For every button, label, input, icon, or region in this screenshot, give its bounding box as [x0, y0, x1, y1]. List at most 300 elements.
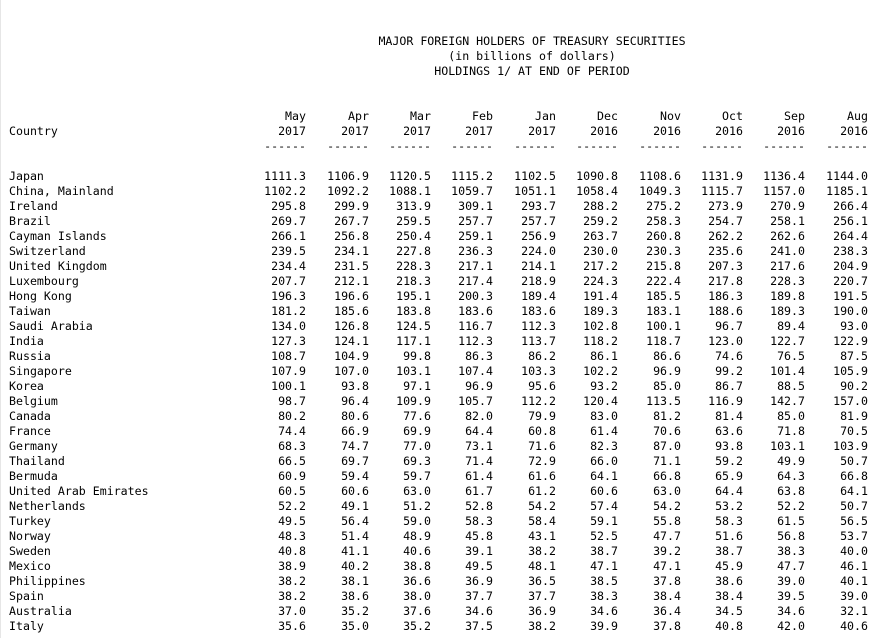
holding-value: 96.4 — [341, 394, 369, 408]
holding-value: 257.7 — [458, 214, 493, 228]
holding-value: 103.1 — [396, 364, 431, 378]
holding-value: 86.1 — [590, 349, 618, 363]
holding-value: 183.6 — [458, 304, 493, 318]
column-header-month: Dec — [597, 109, 618, 123]
country-name: Turkey — [9, 514, 51, 528]
holding-value: 127.3 — [271, 334, 306, 348]
holding-value: 48.9 — [403, 529, 431, 543]
holding-value: 262.2 — [708, 229, 743, 243]
holding-value: 87.5 — [840, 349, 868, 363]
holding-value: 69.3 — [403, 454, 431, 468]
holding-value: 1115.2 — [451, 169, 493, 183]
holding-value: 235.6 — [708, 244, 743, 258]
holding-value: 59.4 — [341, 469, 369, 483]
holding-value: 77.0 — [403, 439, 431, 453]
holding-value: 73.1 — [465, 439, 493, 453]
holding-value: 34.5 — [715, 604, 743, 618]
holding-value: 107.9 — [271, 364, 306, 378]
country-name: France — [9, 424, 51, 438]
holding-value: 53.7 — [840, 529, 868, 543]
column-header-month: Apr — [348, 109, 369, 123]
country-name: Philippines — [9, 574, 86, 588]
holding-value: 65.9 — [715, 469, 743, 483]
country-name: Bermuda — [9, 469, 58, 483]
holding-value: 90.2 — [840, 379, 868, 393]
holding-value: 40.0 — [840, 544, 868, 558]
holding-value: 295.8 — [271, 199, 306, 213]
holding-value: 64.1 — [590, 469, 618, 483]
holding-value: 41.1 — [341, 544, 369, 558]
country-name: Belgium — [9, 394, 58, 408]
country-name: Singapore — [9, 364, 72, 378]
holding-value: 49.5 — [465, 559, 493, 573]
holding-value: 56.5 — [840, 514, 868, 528]
holding-value: 1059.7 — [451, 184, 493, 198]
column-header-month: Jan — [535, 109, 556, 123]
holding-value: 80.6 — [341, 409, 369, 423]
holding-value: 69.9 — [403, 424, 431, 438]
holding-value: 38.2 — [528, 619, 556, 633]
country-name: Switzerland — [9, 244, 86, 258]
country-name: Australia — [9, 604, 72, 618]
holding-value: 54.2 — [653, 499, 681, 513]
holding-value: 228.3 — [770, 274, 805, 288]
holding-value: 38.2 — [278, 574, 306, 588]
holding-value: 60.9 — [278, 469, 306, 483]
holding-value: 38.1 — [341, 574, 369, 588]
holding-value: 59.2 — [715, 454, 743, 468]
holding-value: 34.6 — [590, 604, 618, 618]
country-name: Luxembourg — [9, 274, 79, 288]
holding-value: 97.1 — [403, 379, 431, 393]
holding-value: 126.8 — [334, 319, 369, 333]
holding-value: 48.3 — [278, 529, 306, 543]
holding-value: 191.5 — [833, 289, 868, 303]
holding-value: 36.4 — [653, 604, 681, 618]
holding-value: 52.2 — [777, 499, 805, 513]
holding-value: 51.6 — [715, 529, 743, 543]
holding-value: 45.9 — [715, 559, 743, 573]
holding-value: 63.8 — [777, 484, 805, 498]
column-header-month: Mar — [410, 109, 431, 123]
holding-value: 1090.8 — [576, 169, 618, 183]
holding-value: 113.5 — [646, 394, 681, 408]
holding-value: 224.0 — [521, 244, 556, 258]
holding-value: 263.7 — [583, 229, 618, 243]
holding-value: 99.8 — [403, 349, 431, 363]
holding-value: 48.1 — [528, 559, 556, 573]
holding-value: 83.0 — [590, 409, 618, 423]
country-name: Germany — [9, 439, 58, 453]
column-header-rule: ------ — [576, 139, 618, 153]
country-name: Norway — [9, 529, 51, 543]
holding-value: 35.0 — [341, 619, 369, 633]
holding-value: 39.2 — [653, 544, 681, 558]
holding-value: 112.2 — [521, 394, 556, 408]
holding-value: 85.0 — [653, 379, 681, 393]
holding-value: 256.1 — [833, 214, 868, 228]
holding-value: 74.7 — [341, 439, 369, 453]
holding-value: 34.6 — [777, 604, 805, 618]
column-header-rule: ------ — [327, 139, 369, 153]
holding-value: 234.1 — [334, 244, 369, 258]
holding-value: 38.5 — [590, 574, 618, 588]
holding-value: 53.2 — [715, 499, 743, 513]
holding-value: 191.4 — [583, 289, 618, 303]
holding-value: 86.7 — [715, 379, 743, 393]
holding-value: 188.6 — [708, 304, 743, 318]
holding-value: 270.9 — [770, 199, 805, 213]
holding-value: 1131.9 — [701, 169, 743, 183]
holding-value: 112.3 — [458, 334, 493, 348]
holding-value: 96.9 — [653, 364, 681, 378]
holding-value: 107.4 — [458, 364, 493, 378]
holding-value: 1102.2 — [264, 184, 306, 198]
holding-value: 1051.1 — [514, 184, 556, 198]
holding-value: 49.1 — [341, 499, 369, 513]
holding-value: 299.9 — [334, 199, 369, 213]
country-name: Spain — [9, 589, 44, 603]
column-header-rule: ------ — [264, 139, 306, 153]
holding-value: 70.6 — [653, 424, 681, 438]
holding-value: 71.8 — [777, 424, 805, 438]
holding-value: 275.2 — [646, 199, 681, 213]
holding-value: 40.6 — [403, 544, 431, 558]
holding-value: 227.8 — [396, 244, 431, 258]
holding-value: 46.1 — [840, 559, 868, 573]
holding-value: 39.1 — [465, 544, 493, 558]
holding-value: 200.3 — [458, 289, 493, 303]
holding-value: 258.3 — [646, 214, 681, 228]
holding-value: 157.0 — [833, 394, 868, 408]
holding-value: 254.7 — [708, 214, 743, 228]
holding-value: 35.2 — [341, 604, 369, 618]
column-header-year: 2017 — [465, 124, 493, 138]
holding-value: 49.5 — [278, 514, 306, 528]
column-header-year: 2017 — [528, 124, 556, 138]
holding-value: 1120.5 — [389, 169, 431, 183]
holding-value: 38.6 — [341, 589, 369, 603]
holding-value: 217.4 — [458, 274, 493, 288]
holding-value: 96.7 — [715, 319, 743, 333]
holding-value: 50.7 — [840, 499, 868, 513]
holding-value: 250.4 — [396, 229, 431, 243]
holding-value: 61.5 — [777, 514, 805, 528]
holding-value: 1136.4 — [763, 169, 805, 183]
country-name: Brazil — [9, 214, 51, 228]
holding-value: 61.4 — [590, 424, 618, 438]
holding-value: 214.1 — [521, 259, 556, 273]
holding-value: 185.6 — [334, 304, 369, 318]
column-header-year: 2016 — [777, 124, 805, 138]
holding-value: 58.3 — [715, 514, 743, 528]
holding-value: 66.5 — [278, 454, 306, 468]
holding-value: 1157.0 — [763, 184, 805, 198]
holding-value: 105.7 — [458, 394, 493, 408]
holding-value: 189.3 — [583, 304, 618, 318]
holding-value: 118.2 — [583, 334, 618, 348]
holding-value: 222.4 — [646, 274, 681, 288]
holding-value: 183.1 — [646, 304, 681, 318]
holding-value: 37.8 — [653, 619, 681, 633]
holding-value: 37.0 — [278, 604, 306, 618]
column-header-year: 2016 — [653, 124, 681, 138]
holding-value: 49.9 — [777, 454, 805, 468]
holding-value: 71.4 — [465, 454, 493, 468]
holding-value: 116.9 — [708, 394, 743, 408]
holding-value: 68.3 — [278, 439, 306, 453]
holding-value: 51.2 — [403, 499, 431, 513]
holding-value: 38.7 — [715, 544, 743, 558]
holding-value: 207.3 — [708, 259, 743, 273]
holding-value: 217.6 — [770, 259, 805, 273]
holding-value: 63.0 — [403, 484, 431, 498]
country-name: Canada — [9, 409, 51, 423]
title-line-2: (in billions of dollars) — [448, 49, 616, 63]
holding-value: 1185.1 — [826, 184, 868, 198]
column-header-rule: ------ — [763, 139, 805, 153]
holding-value: 1058.4 — [576, 184, 618, 198]
holding-value: 39.5 — [777, 589, 805, 603]
holding-value: 50.7 — [840, 454, 868, 468]
holding-value: 38.9 — [278, 559, 306, 573]
holding-value: 256.8 — [334, 229, 369, 243]
holding-value: 66.9 — [341, 424, 369, 438]
holding-value: 260.8 — [646, 229, 681, 243]
holding-value: 103.3 — [521, 364, 556, 378]
holding-value: 38.7 — [590, 544, 618, 558]
holding-value: 93.2 — [590, 379, 618, 393]
holding-value: 71.1 — [653, 454, 681, 468]
holding-value: 72.9 — [528, 454, 556, 468]
holding-value: 35.2 — [403, 619, 431, 633]
holding-value: 257.7 — [521, 214, 556, 228]
holding-value: 77.6 — [403, 409, 431, 423]
holding-value: 98.7 — [278, 394, 306, 408]
column-header-rule: ------ — [514, 139, 556, 153]
holding-value: 183.8 — [396, 304, 431, 318]
holding-value: 122.9 — [833, 334, 868, 348]
holding-value: 230.0 — [583, 244, 618, 258]
page-edge — [0, 0, 1, 638]
holding-value: 38.2 — [528, 544, 556, 558]
holding-value: 1106.9 — [327, 169, 369, 183]
holding-value: 87.0 — [653, 439, 681, 453]
holding-value: 259.2 — [583, 214, 618, 228]
column-header-rule: ------ — [701, 139, 743, 153]
holding-value: 196.6 — [334, 289, 369, 303]
holding-value: 102.8 — [583, 319, 618, 333]
country-name: Sweden — [9, 544, 51, 558]
holding-value: 123.0 — [708, 334, 743, 348]
holding-value: 1092.2 — [327, 184, 369, 198]
holding-value: 93.0 — [840, 319, 868, 333]
holding-value: 120.4 — [583, 394, 618, 408]
holding-value: 37.5 — [465, 619, 493, 633]
holding-value: 39.0 — [840, 589, 868, 603]
column-header-month: May — [285, 109, 306, 123]
holding-value: 238.3 — [833, 244, 868, 258]
holding-value: 142.7 — [770, 394, 805, 408]
holding-value: 217.2 — [583, 259, 618, 273]
country-name: Italy — [9, 619, 44, 633]
holding-value: 40.2 — [341, 559, 369, 573]
holding-value: 108.7 — [271, 349, 306, 363]
holding-value: 236.3 — [458, 244, 493, 258]
holding-value: 99.2 — [715, 364, 743, 378]
holding-value: 32.1 — [840, 604, 868, 618]
country-name: Russia — [9, 349, 51, 363]
holding-value: 36.6 — [403, 574, 431, 588]
holding-value: 66.8 — [840, 469, 868, 483]
holding-value: 61.4 — [465, 469, 493, 483]
holding-value: 38.6 — [715, 574, 743, 588]
holding-value: 40.1 — [840, 574, 868, 588]
holding-value: 104.9 — [334, 349, 369, 363]
holding-value: 122.7 — [770, 334, 805, 348]
holding-value: 79.9 — [528, 409, 556, 423]
holding-value: 107.0 — [334, 364, 369, 378]
country-name: Thailand — [9, 454, 65, 468]
country-name: China, Mainland — [9, 184, 114, 198]
holding-value: 71.6 — [528, 439, 556, 453]
holding-value: 259.1 — [458, 229, 493, 243]
holding-value: 38.0 — [403, 589, 431, 603]
holding-value: 103.9 — [833, 439, 868, 453]
holding-value: 86.6 — [653, 349, 681, 363]
holding-value: 101.4 — [770, 364, 805, 378]
holding-value: 47.7 — [777, 559, 805, 573]
holding-value: 38.4 — [715, 589, 743, 603]
column-header-year: 2017 — [403, 124, 431, 138]
holding-value: 35.6 — [278, 619, 306, 633]
holding-value: 183.6 — [521, 304, 556, 318]
holding-value: 189.4 — [521, 289, 556, 303]
holding-value: 89.4 — [777, 319, 805, 333]
country-name: Netherlands — [9, 499, 86, 513]
holding-value: 100.1 — [646, 319, 681, 333]
holding-value: 39.0 — [777, 574, 805, 588]
holding-value: 52.5 — [590, 529, 618, 543]
holding-value: 47.1 — [590, 559, 618, 573]
holding-value: 116.7 — [458, 319, 493, 333]
holding-value: 81.4 — [715, 409, 743, 423]
holding-value: 1144.0 — [826, 169, 868, 183]
holding-value: 63.6 — [715, 424, 743, 438]
holding-value: 293.7 — [521, 199, 556, 213]
holding-value: 266.1 — [271, 229, 306, 243]
holding-value: 40.8 — [715, 619, 743, 633]
holding-value: 86.3 — [465, 349, 493, 363]
holding-value: 81.9 — [840, 409, 868, 423]
holding-value: 256.9 — [521, 229, 556, 243]
holding-value: 36.5 — [528, 574, 556, 588]
holding-value: 34.6 — [465, 604, 493, 618]
holding-value: 231.5 — [334, 259, 369, 273]
holding-value: 58.3 — [465, 514, 493, 528]
holding-value: 309.1 — [458, 199, 493, 213]
holding-value: 105.9 — [833, 364, 868, 378]
title-line-3: HOLDINGS 1/ AT END OF PERIOD — [434, 64, 630, 78]
holding-value: 185.5 — [646, 289, 681, 303]
column-header-year: 2017 — [278, 124, 306, 138]
country-name: Saudi Arabia — [9, 319, 93, 333]
holding-value: 60.8 — [528, 424, 556, 438]
column-header-rule: ------ — [639, 139, 681, 153]
holding-value: 204.9 — [833, 259, 868, 273]
holding-value: 196.3 — [271, 289, 306, 303]
holding-value: 47.7 — [653, 529, 681, 543]
holding-value: 117.1 — [396, 334, 431, 348]
holding-value: 64.3 — [777, 469, 805, 483]
holding-value: 69.7 — [341, 454, 369, 468]
holding-value: 113.7 — [521, 334, 556, 348]
country-name: Cayman Islands — [9, 229, 107, 243]
holding-value: 239.5 — [271, 244, 306, 258]
holding-value: 124.1 — [334, 334, 369, 348]
holding-value: 63.0 — [653, 484, 681, 498]
holding-value: 1102.5 — [514, 169, 556, 183]
holding-value: 54.2 — [528, 499, 556, 513]
holding-value: 218.9 — [521, 274, 556, 288]
holding-value: 313.9 — [396, 199, 431, 213]
holding-value: 1111.3 — [264, 169, 306, 183]
country-name: United Kingdom — [9, 259, 107, 273]
holding-value: 190.0 — [833, 304, 868, 318]
column-header-month: Feb — [472, 109, 493, 123]
holding-value: 51.4 — [341, 529, 369, 543]
holding-value: 64.4 — [465, 424, 493, 438]
holding-value: 64.1 — [840, 484, 868, 498]
holding-value: 38.4 — [653, 589, 681, 603]
holding-value: 1088.1 — [389, 184, 431, 198]
holding-value: 195.1 — [396, 289, 431, 303]
holding-value: 59.7 — [403, 469, 431, 483]
holding-value: 60.5 — [278, 484, 306, 498]
title-line-1: MAJOR FOREIGN HOLDERS OF TREASURY SECURITIES — [378, 34, 686, 48]
holding-value: 59.1 — [590, 514, 618, 528]
holding-value: 74.6 — [715, 349, 743, 363]
holding-value: 1049.3 — [639, 184, 681, 198]
column-header-rule: ------ — [451, 139, 493, 153]
holding-value: 45.8 — [465, 529, 493, 543]
holding-value: 81.2 — [653, 409, 681, 423]
holding-value: 38.3 — [590, 589, 618, 603]
holding-value: 52.8 — [465, 499, 493, 513]
holding-value: 52.2 — [278, 499, 306, 513]
holding-value: 36.9 — [528, 604, 556, 618]
holding-value: 266.4 — [833, 199, 868, 213]
holding-value: 102.2 — [583, 364, 618, 378]
holding-value: 76.5 — [777, 349, 805, 363]
country-name: Taiwan — [9, 304, 51, 318]
holding-value: 36.9 — [465, 574, 493, 588]
holding-value: 189.3 — [770, 304, 805, 318]
holding-value: 82.3 — [590, 439, 618, 453]
country-name: Korea — [9, 379, 44, 393]
holding-value: 234.4 — [271, 259, 306, 273]
holding-value: 118.7 — [646, 334, 681, 348]
holding-value: 230.3 — [646, 244, 681, 258]
column-header-month: Sep — [784, 109, 805, 123]
holding-value: 40.6 — [840, 619, 868, 633]
holding-value: 103.1 — [770, 439, 805, 453]
holding-value: 59.0 — [403, 514, 431, 528]
holding-value: 269.7 — [271, 214, 306, 228]
holding-value: 39.9 — [590, 619, 618, 633]
column-header-year: 2016 — [715, 124, 743, 138]
holding-value: 57.4 — [590, 499, 618, 513]
